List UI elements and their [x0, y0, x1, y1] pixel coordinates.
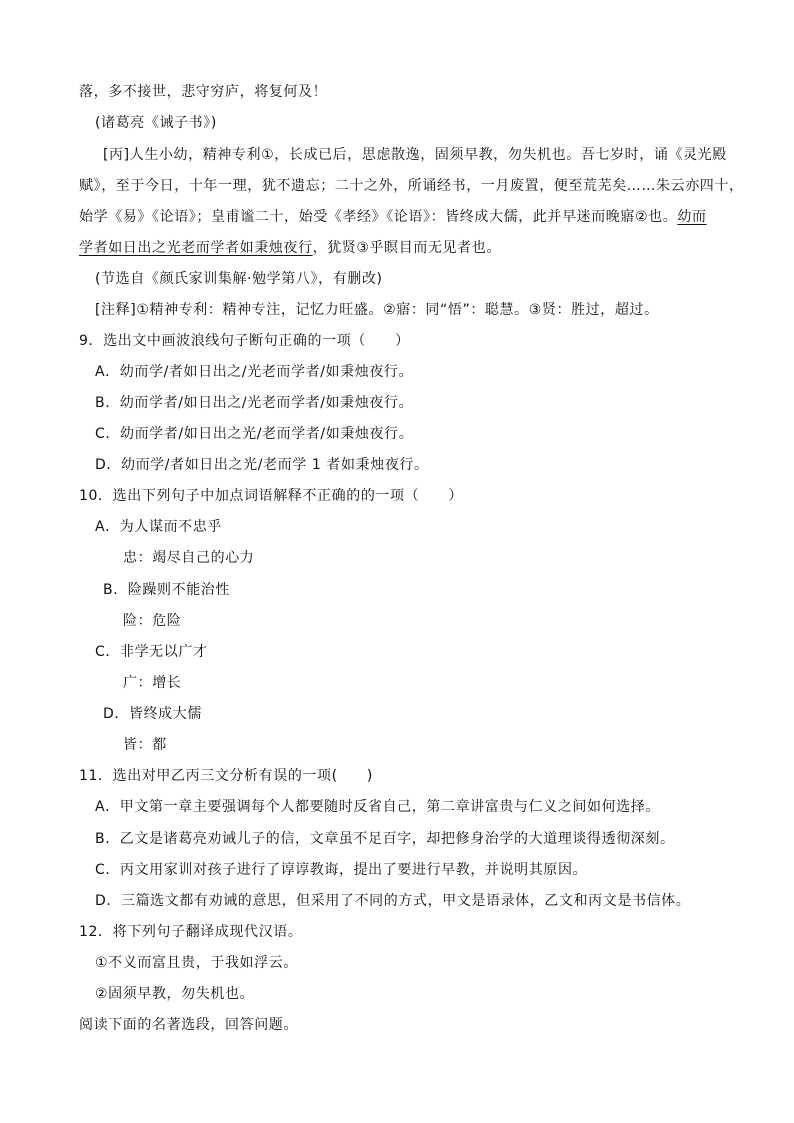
- question-9-stem: 9．选出文中画波浪线句子断句正确的一项（ ）: [79, 333, 410, 349]
- question-9-option-d: D．幼而学/者如日出之光/老而学 1 者如秉烛夜行。: [95, 457, 429, 473]
- passage-bing-line-4: [79, 238, 501, 258]
- question-11-stem: 11．选出对甲乙丙三文分析有误的一项( ): [79, 768, 373, 784]
- question-10-option-c-explanation: 广：增长: [123, 675, 182, 691]
- passage-bing-line-2: 赋》，至于今日，十年一理，犹不遗忘；二十之外，所诵经书，一月废置，便至荒芜矣……朱云亦四十，: [79, 178, 744, 194]
- question-9-option-b: B．幼而学者/如日出之/光老而学者/如秉烛夜行。: [95, 395, 414, 411]
- passage-bing-line-3: [79, 207, 707, 227]
- wavy-underlined-sentence-part-2: 学者如日出之光老而学者如秉烛夜行: [79, 240, 313, 256]
- question-10-option-c: C．非学无以广才: [95, 644, 208, 660]
- question-12-sentence-1: ①不义而富且贵，于我如浮云。: [95, 955, 298, 971]
- question-10-option-a: A．为人谋而不忠乎: [95, 519, 222, 535]
- passage-line-top: 落，多不接世，悲守穷庐，将复何及！: [79, 84, 328, 100]
- source-yanshi-jiaxun: (节选自《颜氏家训集解·勉学第八》，有删改): [95, 271, 383, 287]
- question-12-sentence-2: ②固须早教，勿失机也。: [95, 986, 255, 1002]
- question-10-option-d: D．皆终成大儒: [103, 706, 202, 722]
- next-section-instruction: 阅读下面的名著选段，回答问题。: [79, 1017, 298, 1033]
- passage-bing-line-4-rest: ，犹贤③乎瞑目而无见者也。: [312, 240, 501, 256]
- question-10-option-b-explanation: 险：危险: [123, 613, 182, 629]
- question-11-option-c: C．丙文用家训对孩子进行了谆谆教诲，提出了要进行早教，并说明其原因。: [95, 862, 588, 878]
- question-10-option-b: B．险躁则不能治性: [103, 582, 231, 598]
- question-9-option-c: C．幼而学者/如日出之光/老而学者/如秉烛夜行。: [95, 426, 414, 442]
- question-10-option-a-explanation: 忠：竭尽自己的心力: [123, 550, 255, 566]
- source-zhuge-liang: (诸葛亮《诫子书》): [95, 115, 217, 131]
- question-11-option-d: D．三篇选文都有劝诫的意思，但采用了不同的方式，甲文是语录体，乙文和丙文是书信体。: [95, 893, 691, 909]
- wavy-underlined-sentence-part-1: 幼而: [677, 209, 707, 225]
- question-9-option-a: A．幼而学/者如日出之/光老而学者/如秉烛夜行。: [95, 364, 414, 380]
- passage-bing-line-3-text: 始学《易》《论语》；皇甫谧二十，始受《孝经》《论语》：皆终成大儒，此并早迷而晚寤②也。: [79, 209, 678, 225]
- question-12-stem: 12．将下列句子翻译成现代汉语。: [79, 924, 303, 940]
- question-10-stem: 10．选出下列句子中加点词语解释不正确的的一项（ ）: [79, 488, 464, 504]
- question-10-option-d-explanation: 皆：都: [123, 737, 167, 753]
- question-11-option-a: A．甲文第一章主要强调每个人都要随时反省自己，第二章讲富贵与仁义之间如何选择。: [95, 799, 660, 815]
- passage-bing-line-1: [丙]人生小幼，精神专利①，长成已后，思虑散逸，固须早教，勿失机也。吾七岁时，诵《灵光殿: [103, 147, 727, 163]
- annotation-notes: [注释]①精神专利：精神专注，记忆力旺盛。②寤：同“悟”：聪慧。③贤：胜过，超过。: [95, 302, 659, 318]
- question-11-option-b: B．乙文是诸葛亮劝诫儿子的信，文章虽不足百字，却把修身治学的大道理谈得透彻深刻。: [95, 831, 675, 847]
